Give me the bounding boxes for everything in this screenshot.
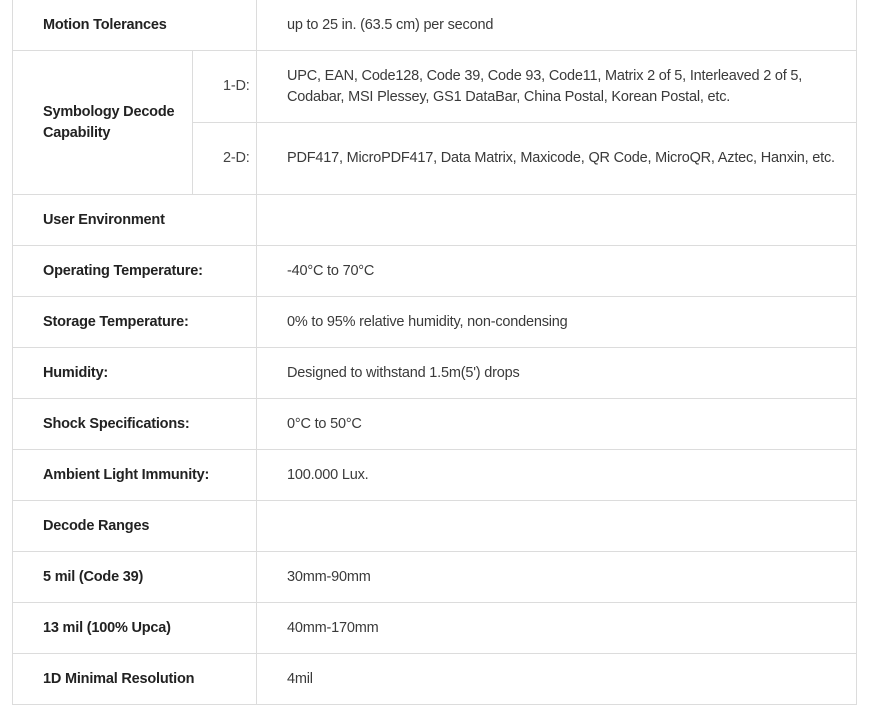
row-sublabel: 1-D: (193, 51, 257, 123)
row-value: 30mm-90mm (257, 552, 857, 603)
table-row (13, 552, 857, 603)
row-label: Symbology Decode Capability (13, 51, 193, 195)
row-value: 40mm-170mm (257, 603, 857, 654)
row-label: Humidity: (13, 348, 257, 399)
row-value-empty (257, 501, 857, 552)
table-row (13, 399, 857, 450)
row-label: 1D Minimal Resolution (13, 654, 257, 705)
row-label: Ambient Light Immunity: (13, 450, 257, 501)
table-row (13, 501, 857, 552)
row-label: Operating Temperature: (13, 246, 257, 297)
row-label: 13 mil (100% Upca) (13, 603, 257, 654)
section-heading: User Environment (13, 195, 257, 246)
table-row (13, 654, 857, 705)
section-heading: Decode Ranges (13, 501, 257, 552)
table-row (13, 603, 857, 654)
table-row (13, 297, 857, 348)
row-value: up to 25 in. (63.5 cm) per second (257, 0, 857, 51)
table-row (13, 0, 857, 51)
table-row (13, 246, 857, 297)
row-label: Storage Temperature: (13, 297, 257, 348)
row-value: PDF417, MicroPDF417, Data Matrix, Maxicode, QR Code, MicroQR, Aztec, Hanxin, etc. (257, 123, 857, 195)
row-value: 4mil (257, 654, 857, 705)
row-value: 100.000 Lux. (257, 450, 857, 501)
table-row (13, 51, 857, 123)
row-label: Motion Tolerances (13, 0, 257, 51)
row-label: 5 mil (Code 39) (13, 552, 257, 603)
specifications-table (12, 0, 857, 705)
row-value: -40°C to 70°C (257, 246, 857, 297)
table-row (13, 348, 857, 399)
row-value: 0°C to 50°C (257, 399, 857, 450)
table-row (13, 195, 857, 246)
row-value: UPC, EAN, Code128, Code 39, Code 93, Code11, Matrix 2 of 5, Interleaved 2 of 5, Codabar, MSI Plessey, GS1 DataBar, China Postal, Korean Postal, etc. (257, 51, 857, 123)
row-value: Designed to withstand 1.5m(5') drops (257, 348, 857, 399)
row-sublabel: 2-D: (193, 123, 257, 195)
table-row (13, 450, 857, 501)
row-value-empty (257, 195, 857, 246)
row-value: 0% to 95% relative humidity, non-condensing (257, 297, 857, 348)
row-label: Shock Specifications: (13, 399, 257, 450)
